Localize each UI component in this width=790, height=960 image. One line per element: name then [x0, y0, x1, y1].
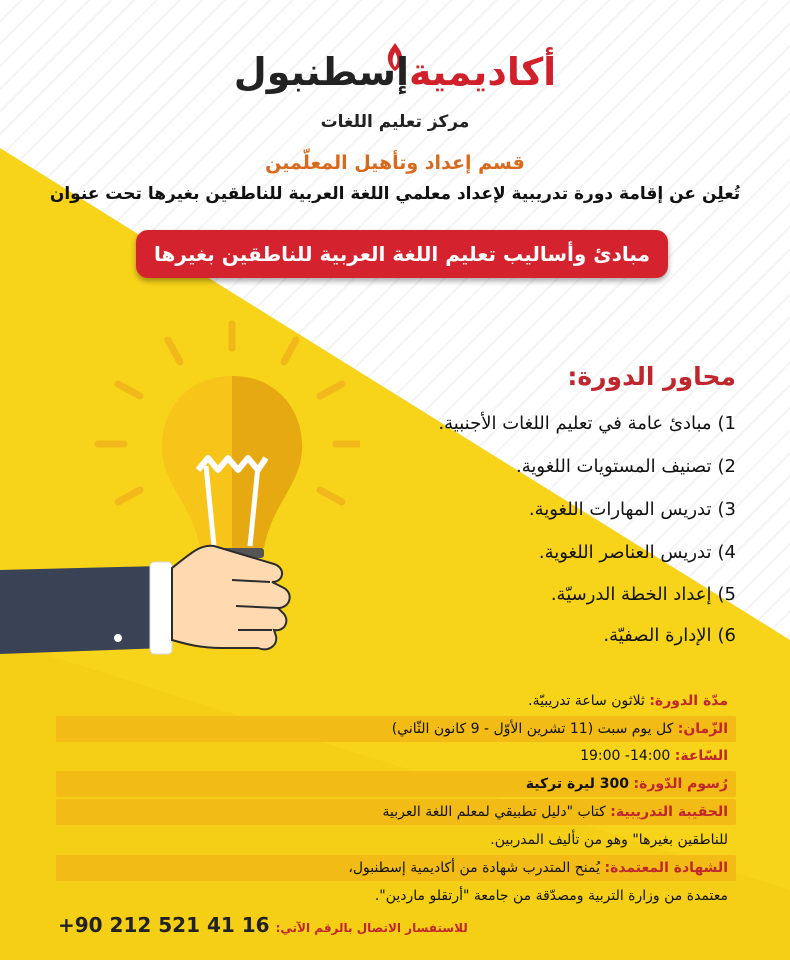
logo-subtitle: مركز تعليم اللغات	[320, 112, 470, 132]
announcement-text: تُعلِن عن إقامة دورة تدريبية لإعداد معلمي اللغة العربية للناطقين بغيرها تحت عنوان	[49, 184, 741, 204]
axis-text: إعداد الخطة الدرسيّة.	[550, 584, 712, 605]
course-title-banner: مبادئ وأساليب تعليم اللغة العربية للناطقين بغيرها	[136, 230, 668, 278]
logo-name-part1: أكاديمية	[409, 50, 557, 94]
cert-value-line2: معتمدة من وزارة التربية ومصدّقة من جامعة "أرتقلو ماردين".	[374, 888, 728, 904]
time-label: الزّمان:	[677, 721, 728, 737]
time-value: كل يوم سبت (11 تشرين الأوّل - 9 كانون الثّاني)	[391, 721, 674, 737]
axis-item	[603, 625, 736, 646]
info-time	[56, 716, 736, 742]
axis-number: 2)	[717, 456, 736, 477]
fee-value: 300 ليرة تركية	[525, 776, 630, 792]
axis-number: 4)	[717, 542, 736, 563]
kit-value-line1: كتاب "دليل تطبيقي لمعلم اللغة العربية	[382, 804, 606, 820]
duration-value: ثلاثون ساعة تدريبيّة.	[528, 693, 645, 709]
kit-value-line2: للناطقين بغيرها" وهو من تأليف المدربين.	[490, 832, 728, 848]
axis-text: تصنيف المستويات اللغوية.	[516, 456, 712, 477]
axis-text: مبادئ عامة في تعليم اللغات الأجنبية.	[438, 413, 712, 434]
contact-line	[58, 913, 468, 937]
axis-item	[529, 499, 736, 520]
axis-number: 1)	[717, 413, 736, 434]
axis-number: 6)	[717, 625, 736, 646]
axis-text: تدريس العناصر اللغوية.	[538, 542, 712, 563]
axis-text: الإدارة الصفيّة.	[603, 625, 712, 646]
kit-label: الحقيبة التدريبية:	[610, 804, 728, 820]
department-title: قسم إعداد وتأهيل المعلّمين	[265, 152, 525, 174]
cert-label: الشهادة المعتمدة:	[604, 860, 728, 876]
axis-item	[438, 413, 736, 434]
axis-text: تدريس المهارات اللغوية.	[528, 499, 712, 520]
axis-number: 5)	[717, 584, 736, 605]
axis-item	[516, 456, 736, 477]
fee-label: رُسوم الدّورة:	[633, 776, 728, 792]
duration-label: مدّة الدورة:	[649, 693, 728, 709]
info-kit-line2	[482, 827, 736, 853]
axis-item	[551, 584, 736, 605]
phone-number[interactable]: +90 212 521 41 16	[58, 913, 270, 937]
contact-label: للاستفسار الاتصال بالرقم الآتي:	[275, 921, 468, 935]
cert-value-line1: يُمنح المتدرب شهادة من أكاديمية إسطنبول،	[348, 860, 601, 876]
logo-name-part2: إسطنبول	[233, 50, 410, 94]
hour-value: 14:00- 19:00	[580, 748, 671, 764]
hour-label: السّاعة:	[674, 748, 728, 764]
axes-title: محاور الدورة:	[567, 362, 736, 391]
lightbulb-in-hand-icon	[0, 318, 360, 678]
logo	[0, 48, 790, 96]
info-cert-line2	[367, 883, 736, 909]
axis-number: 3)	[717, 499, 736, 520]
info-cert-line1	[56, 855, 736, 881]
info-duration	[520, 688, 736, 714]
info-kit-line1	[56, 799, 736, 825]
info-fee	[56, 771, 736, 797]
info-hour	[572, 743, 736, 769]
axis-item	[539, 542, 736, 563]
